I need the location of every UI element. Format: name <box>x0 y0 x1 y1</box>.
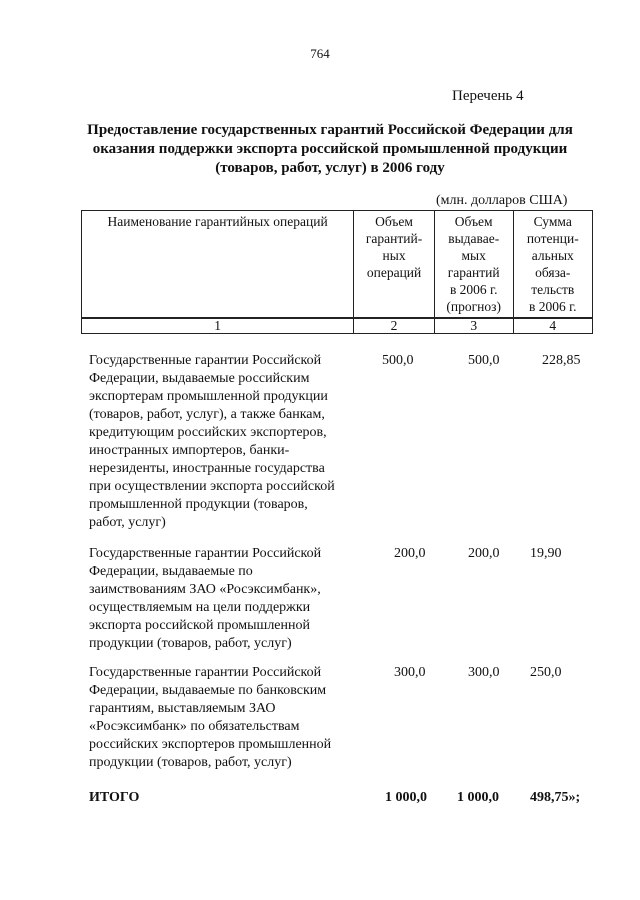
header-line: Объем <box>454 214 493 229</box>
row-1-issued: 500,0 <box>468 353 500 368</box>
description-line: Государственные гарантии Российской <box>89 546 322 561</box>
description-line: Государственные гарантии Российской <box>89 665 322 680</box>
header-line: Объем <box>375 214 413 229</box>
header-line: обяза- <box>535 265 571 280</box>
header-row <box>82 211 593 319</box>
description-line: «Росэксимбанк» по обязательствам <box>89 719 300 734</box>
description-line: Государственные гарантии Российской <box>89 353 322 368</box>
description-line: нерезиденты, иностранные государства <box>89 461 325 476</box>
row-3-obligations: 250,0 <box>530 665 562 680</box>
description-line: при осуществлении экспорта российской <box>89 479 335 494</box>
header-line: операций <box>366 265 422 280</box>
description-line: (товаров, работ, услуг), а также банкам, <box>89 407 325 422</box>
description-line: Федерации, выдаваемые российским <box>89 371 310 386</box>
list-label: Перечень 4 <box>452 88 524 104</box>
table-header <box>81 210 593 334</box>
description-line: продукции (товаров, работ, услуг) <box>89 636 292 651</box>
row-2-volume: 200,0 <box>394 546 426 561</box>
header-line: Наименование гарантийных операций <box>107 214 328 229</box>
title-line: Предоставление государственных гарантий Российской Федерации для <box>87 122 573 138</box>
row-1-description <box>89 352 369 532</box>
header-issued <box>434 211 513 319</box>
row-3-issued: 300,0 <box>468 665 500 680</box>
header-line: мых <box>461 248 486 263</box>
column-number: 4 <box>513 318 592 334</box>
header-line: потенци- <box>526 231 579 246</box>
row-2-description <box>89 545 369 653</box>
column-number: 2 <box>354 318 435 334</box>
header-operation-name <box>82 211 354 319</box>
description-line: российских экспортеров промышленной <box>89 737 332 752</box>
description-line: кредитующим российских экспортеров, <box>89 425 327 440</box>
total-label: ИТОГО <box>89 790 140 805</box>
row-3-description <box>89 664 369 772</box>
description-line: работ, услуг) <box>89 515 166 530</box>
row-3-volume: 300,0 <box>394 665 426 680</box>
row-1-volume: 500,0 <box>382 353 414 368</box>
header-line: в 2006 г. <box>529 299 577 314</box>
description-line: заимствованиям ЗАО «Росэксимбанк», <box>89 582 321 597</box>
header-line: в 2006 г. <box>449 282 498 297</box>
row-2-issued: 200,0 <box>468 546 500 561</box>
title-line: (товаров, работ, услуг) в 2006 году <box>215 160 445 176</box>
header-line: тельств <box>531 282 575 297</box>
description-line: экспортерам промышленной продукции <box>89 389 328 404</box>
header-obligations <box>513 211 592 319</box>
description-line: гарантиям, выставляемым ЗАО <box>89 701 276 716</box>
document-title <box>60 121 600 178</box>
column-number: 1 <box>82 318 354 334</box>
title-line: оказания поддержки экспорта российской промышленной продукции <box>92 141 568 157</box>
column-number: 3 <box>434 318 513 334</box>
header-line: выдавае- <box>448 231 500 246</box>
description-line: осуществляемым на цели поддержки <box>89 600 311 615</box>
header-volume <box>354 211 435 319</box>
header-line: (прогноз) <box>446 299 501 314</box>
description-line: экспорта российской промышленной <box>89 618 310 633</box>
header-line: гарантий <box>447 265 500 280</box>
page-number: 764 <box>310 46 330 61</box>
total-volume: 1 000,0 <box>385 790 427 805</box>
total-issued: 1 000,0 <box>457 790 499 805</box>
header-line: альных <box>531 248 574 263</box>
total-obligations: 498,75»; <box>530 790 581 805</box>
header-line: Сумма <box>533 214 572 229</box>
header-line: гарантий- <box>365 231 423 246</box>
column-number-row <box>82 318 593 334</box>
row-1-obligations: 228,85 <box>542 353 581 368</box>
description-line: иностранных импортеров, банки- <box>89 443 290 458</box>
description-line: Федерации, выдаваемые по банковским <box>89 683 327 698</box>
header-line: ных <box>382 248 406 263</box>
description-line: продукции (товаров, работ, услуг) <box>89 755 292 770</box>
description-line: Федерации, выдаваемые по <box>89 564 253 579</box>
units-label: (млн. долларов США) <box>436 193 568 208</box>
row-2-obligations: 19,90 <box>530 546 562 561</box>
description-line: промышленной продукции (товаров, <box>89 497 308 512</box>
